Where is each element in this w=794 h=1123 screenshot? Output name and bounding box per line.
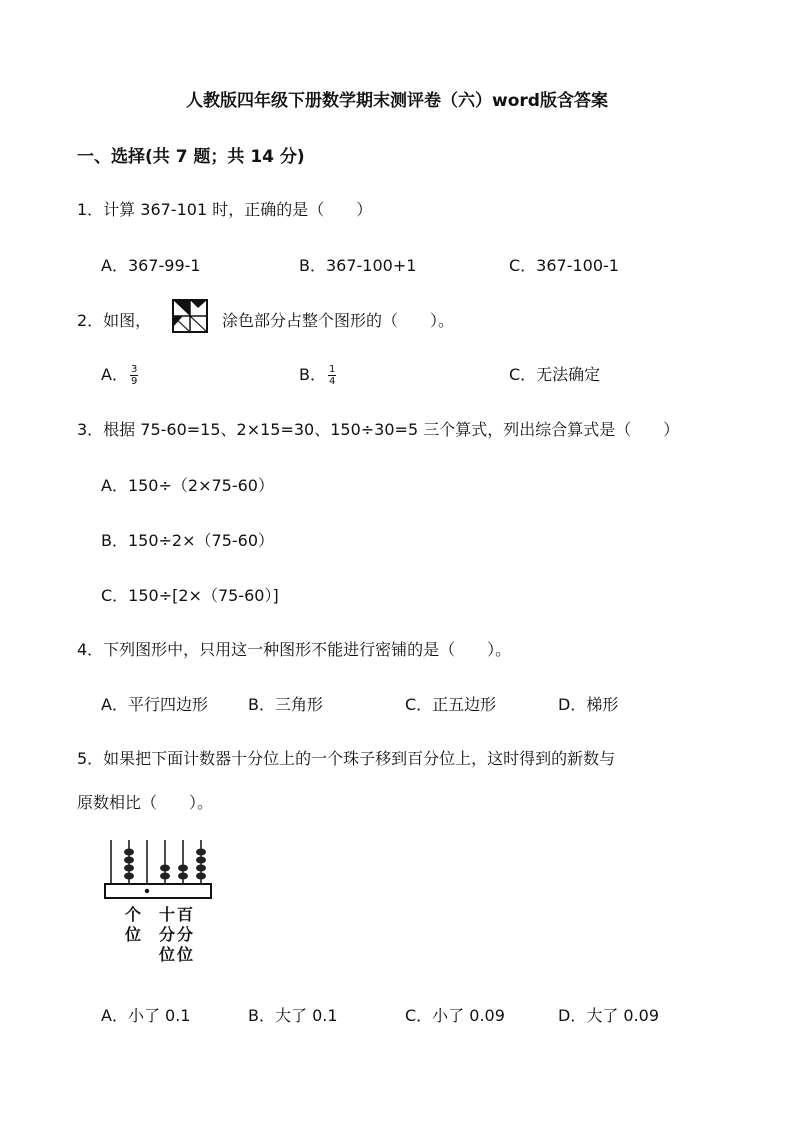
abacus-label-char: 分	[177, 925, 194, 944]
abacus-label-char: 位	[177, 945, 194, 964]
abacus-label-char: 分	[159, 925, 176, 944]
abacus-label-ones	[125, 905, 141, 945]
abacus-label-char: 位	[125, 925, 142, 944]
document-title: 人教版四年级下册数学期末测评卷（六）word版含答案	[186, 91, 608, 111]
question-5-option-d[interactable]: D．大了 0.09	[558, 1006, 660, 1025]
question-2-option-b-label: B．	[299, 365, 326, 384]
fraction-denominator: 9	[130, 376, 138, 387]
question-3-text: 3．根据 75-60=15、2×15=30、150÷30=5 三个算式，列出综合算式是（ ）	[77, 420, 680, 439]
section-heading-choice: 一、选择(共 7 题；共 14 分)	[77, 147, 305, 167]
fraction-three-ninths	[130, 364, 138, 387]
question-4-option-d[interactable]: D．梯形	[558, 695, 619, 714]
question-5-option-a[interactable]: A．小了 0.1	[101, 1006, 191, 1025]
question-3-option-c[interactable]: C．150÷[2×（75-60）]	[101, 586, 279, 605]
question-4-text: 4．下列图形中，只用这一种图形不能进行密铺的是（ ）。	[77, 640, 512, 659]
abacus-label-tenths	[159, 905, 175, 965]
fraction-numerator: 1	[328, 364, 336, 375]
fraction-denominator: 4	[328, 376, 336, 387]
question-2-option-a-label: A．	[101, 365, 128, 384]
question-2-option-a[interactable]	[101, 362, 138, 387]
question-5-option-b[interactable]: B．大了 0.1	[248, 1006, 338, 1025]
question-2-text-before: 2．如图，	[77, 311, 152, 330]
abacus-counter-icon	[104, 838, 214, 904]
question-4-option-b[interactable]: B．三角形	[248, 695, 323, 714]
question-1-text: 1．计算 367-101 时，正确的是（ ）	[77, 200, 373, 219]
question-1-option-c[interactable]: C．367-100-1	[509, 256, 619, 275]
fraction-one-quarter	[328, 364, 336, 387]
question-5-text-line2: 原数相比（ ）。	[77, 793, 214, 812]
question-3-option-b[interactable]: B．150÷2×（75-60）	[101, 531, 275, 550]
abacus-label-hundredths	[177, 905, 193, 965]
question-5-text-line1: 5．如果把下面计数器十分位上的一个珠子移到百分位上，这时得到的新数与	[77, 749, 616, 768]
question-1-option-a[interactable]: A．367-99-1	[101, 256, 201, 275]
fraction-numerator: 3	[130, 364, 138, 375]
shaded-square-figure-icon	[172, 299, 208, 333]
question-4-option-c[interactable]: C．正五边形	[405, 695, 497, 714]
abacus-label-char: 百	[177, 905, 194, 924]
question-2-option-c[interactable]: C．无法确定	[509, 365, 601, 384]
question-4-option-a[interactable]: A．平行四边形	[101, 695, 208, 714]
abacus-label-char: 十	[159, 905, 176, 924]
question-2-text-after: 涂色部分占整个图形的（ ）。	[222, 311, 455, 330]
question-5-option-c[interactable]: C．小了 0.09	[405, 1006, 505, 1025]
abacus-label-char: 个	[125, 905, 142, 924]
abacus-label-char: 位	[159, 945, 176, 964]
question-1-option-b[interactable]: B．367-100+1	[299, 256, 417, 275]
question-3-option-a[interactable]: A．150÷（2×75-60）	[101, 476, 274, 495]
question-2-option-b[interactable]	[299, 362, 336, 387]
